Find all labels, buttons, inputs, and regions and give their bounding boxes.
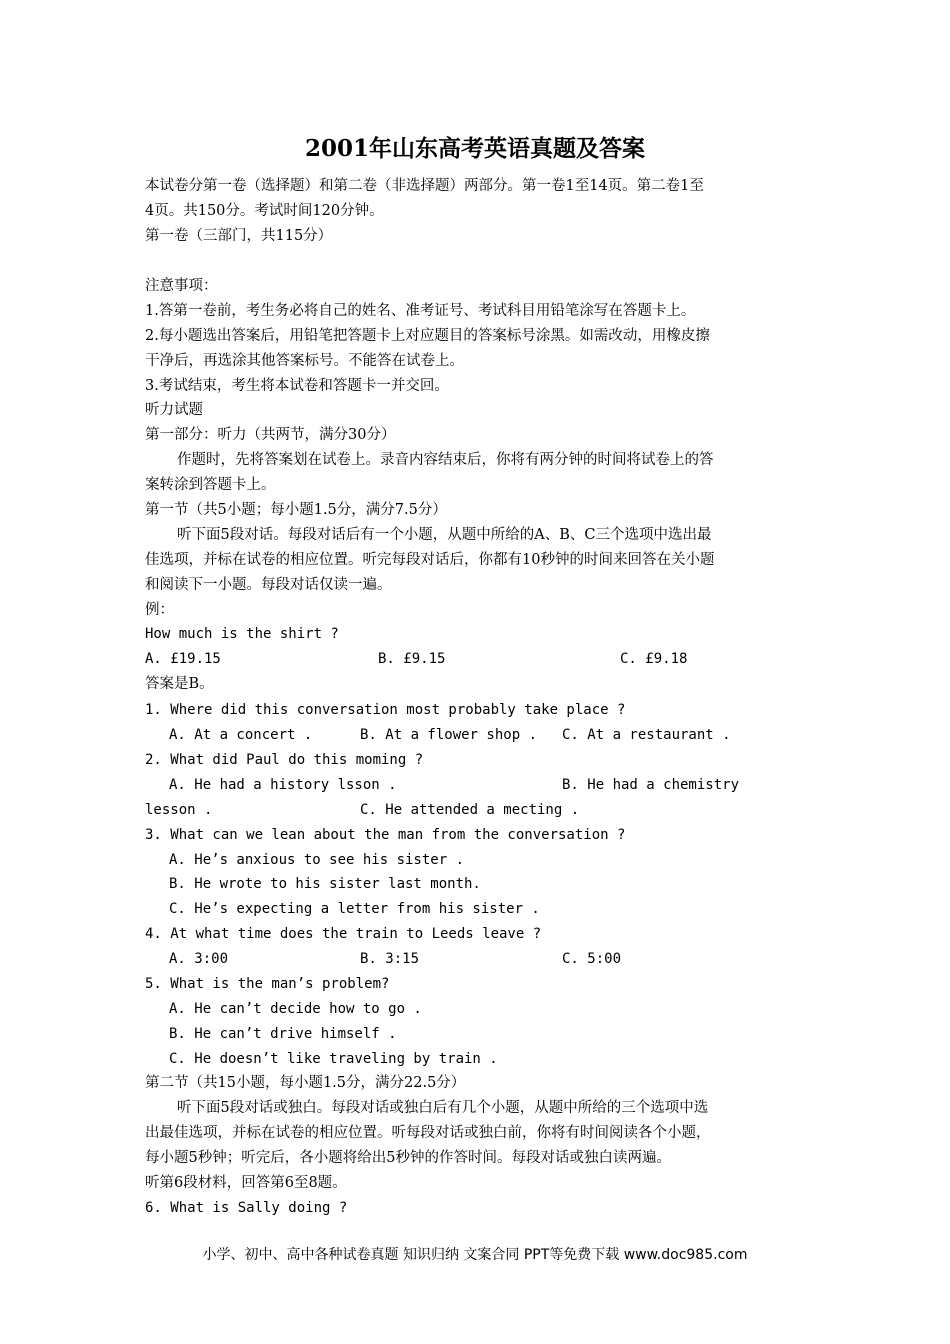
intro-line: 本试卷分第一卷（选择题）和第二卷（非选择题）两部分。第一卷1至14页。第二卷1至 bbox=[145, 178, 704, 194]
section1-instruction: 和阅读下一小题。每段对话仅读一遍。 bbox=[145, 577, 392, 593]
section1-heading: 第一节（共5小题；每小题1.5分，满分7.5分） bbox=[145, 502, 447, 518]
section2-instruction: 每小题5秒钟；听完后，各小题将给出5秒钟的作答时间。每段对话或独白读两遍。 bbox=[145, 1150, 671, 1166]
question-option: B. He can’t drive himself . bbox=[169, 1026, 397, 1042]
part1-instruction: 案转涂到答题卡上。 bbox=[145, 477, 276, 493]
question-stem: 3. What can we lean about the man from the conversation ? bbox=[145, 827, 626, 843]
listening-title: 听力试题 bbox=[145, 402, 203, 418]
material-note: 听第6段材料，回答第6至8题。 bbox=[145, 1175, 347, 1191]
question-option: C. He attended a mecting . bbox=[360, 802, 580, 818]
intro-line: 4页。共150分。考试时间120分钟。 bbox=[145, 203, 384, 219]
question-option: B. He had a chemistry bbox=[562, 777, 740, 793]
question-stem: 2. What did Paul do this moming ? bbox=[145, 752, 424, 768]
notice-line: 1.答第一卷前，考生务必将自己的姓名、准考证号、考试科目用铅笔涂写在答题卡上。 bbox=[145, 303, 696, 319]
part1-instruction: 作题时，先将答案划在试卷上。录音内容结束后，你将有两分钟的时间将试卷上的答 bbox=[177, 452, 714, 468]
question-option: C. At a restaurant . bbox=[562, 727, 731, 743]
notice-heading: 注意事项： bbox=[145, 278, 218, 294]
page-footer: 小学、初中、高中各种试卷真题 知识归纳 文案合同 PPT等免费下载 www.doc985.com bbox=[202, 1247, 748, 1263]
question-option: C. 5:00 bbox=[562, 951, 622, 967]
question-stem: 1. Where did this conversation most probably take place ? bbox=[145, 702, 626, 718]
example-answer: 答案是B。 bbox=[145, 676, 214, 692]
section2-instruction: 出最佳选项，并标在试卷的相应位置。听每段对话或独白前，你将有时间阅读各个小题， bbox=[145, 1125, 711, 1141]
document-title: 2001年山东高考英语真题及答案 bbox=[304, 135, 645, 162]
question-option: A. 3:00 bbox=[169, 951, 229, 967]
intro-line: 第一卷（三部门，共115分） bbox=[145, 228, 333, 244]
notice-line: 3.考试结束，考生将本试卷和答题卡一并交回。 bbox=[145, 378, 449, 394]
question-option: A. He’s anxious to see his sister . bbox=[169, 852, 465, 868]
question-option: C. He’s expecting a letter from his sister . bbox=[169, 901, 540, 917]
question-option: A. At a concert . bbox=[169, 727, 313, 743]
section2-instruction: 听下面5段对话或独白。每段对话或独白后有几个小题，从题中所给的三个选项中选 bbox=[177, 1100, 709, 1116]
question-option: C. He doesn’t like traveling by train . bbox=[169, 1051, 498, 1067]
question-option: lesson . bbox=[145, 802, 213, 818]
question-stem: 6. What is Sally doing ? bbox=[145, 1200, 348, 1216]
notice-line: 干净后，再选涂其他答案标号。不能答在试卷上。 bbox=[145, 353, 464, 369]
section1-instruction: 佳选项，并标在试卷的相应位置。听完每段对话后，你都有10秒钟的时间来回答在关小题 bbox=[145, 552, 715, 568]
question-option: B. He wrote to his sister last month. bbox=[169, 876, 481, 892]
example-question: How much is the shirt ? bbox=[145, 626, 339, 642]
example-option: A. £19.15 bbox=[145, 651, 221, 667]
section1-instruction: 听下面5段对话。每段对话后有一个小题，从题中所给的A、B、C三个选项中选出最 bbox=[177, 527, 712, 543]
question-stem: 5. What is the man’s problem? bbox=[145, 976, 390, 992]
notice-line: 2.每小题选出答案后，用铅笔把答题卡上对应题目的答案标号涂黑。如需改动，用橡皮擦 bbox=[145, 328, 710, 344]
example-label: 例： bbox=[145, 602, 174, 618]
question-option: A. He had a history lsson . bbox=[169, 777, 397, 793]
section2-heading: 第二节（共15小题，每小题1.5分，满分22.5分） bbox=[145, 1075, 466, 1091]
example-option: B. £9.15 bbox=[378, 651, 446, 667]
question-option: B. 3:15 bbox=[360, 951, 420, 967]
example-option: C. £9.18 bbox=[620, 651, 688, 667]
question-option: A. He can’t decide how to go . bbox=[169, 1001, 422, 1017]
question-option: B. At a flower shop . bbox=[360, 727, 538, 743]
part1-heading: 第一部分：听力（共两节，满分30分） bbox=[145, 427, 396, 443]
question-stem: 4. At what time does the train to Leeds leave ? bbox=[145, 926, 542, 942]
